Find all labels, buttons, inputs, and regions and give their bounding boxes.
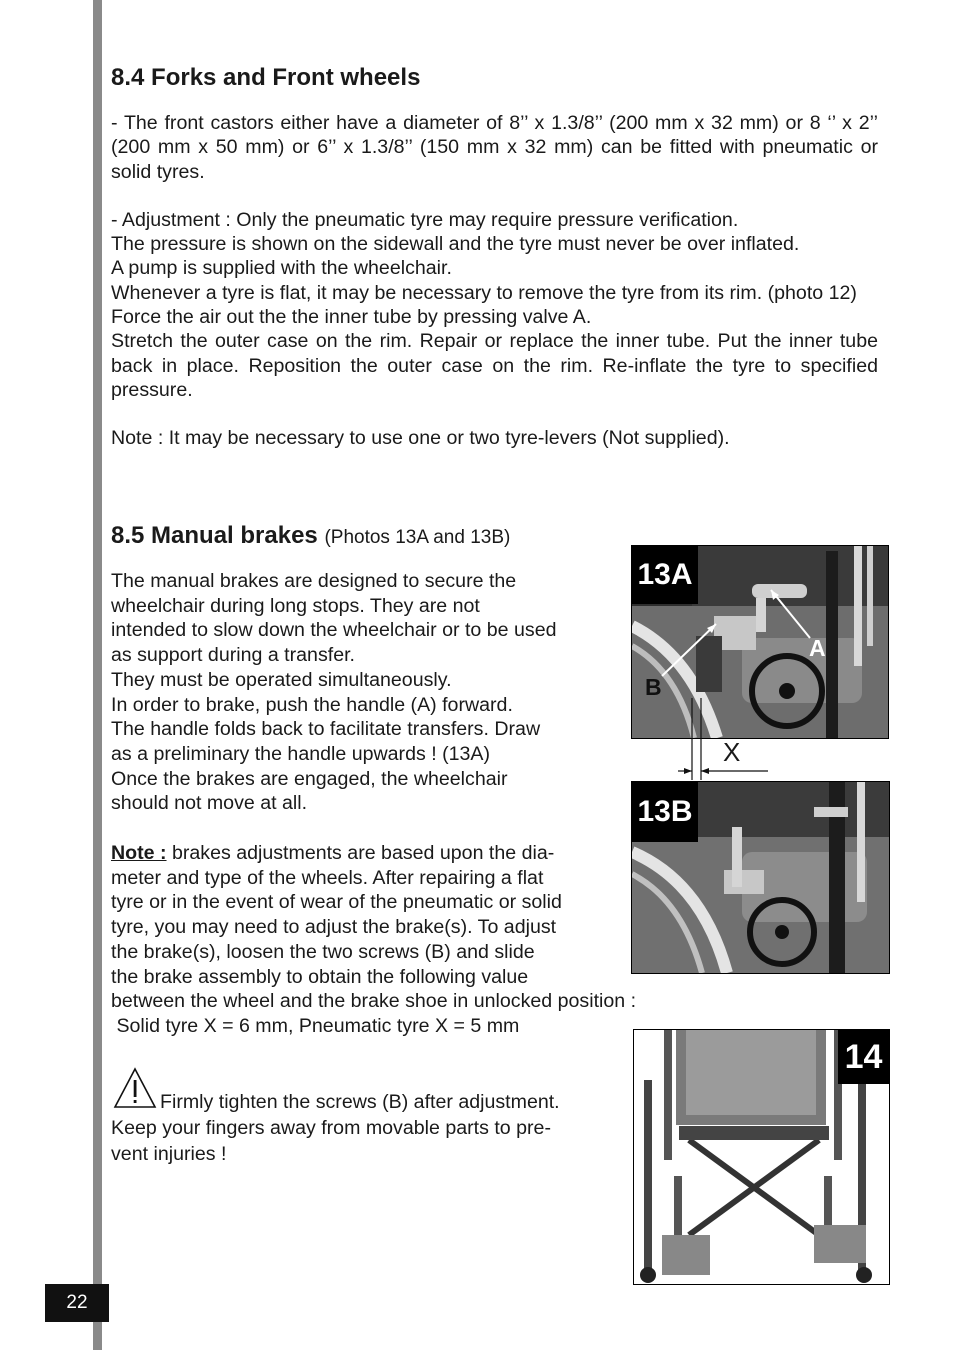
figure-label-13a: 13A: [632, 546, 698, 604]
text-line: the brake assembly to obtain the following value: [111, 965, 529, 988]
text-line: tyre, you may need to adjust the brake(s). To adjust: [111, 916, 557, 939]
text-line: meter and type of the wheels. After repairing a flat: [111, 866, 544, 889]
section-subtitle: (Photos 13A and 13B): [324, 527, 511, 548]
page-number: 22: [45, 1284, 109, 1322]
text-line: Solid tyre X = 6 mm, Pneumatic tyre X = 5 mm: [111, 1014, 520, 1037]
section-title-text: 8.5 Manual brakes: [111, 522, 318, 549]
text-line: tyre or in the event of wear of the pneumatic or solid: [111, 891, 562, 914]
text-line: between the wheel and the brake shoe in unlocked position :: [111, 990, 637, 1013]
text-line: as support during a transfer.: [111, 644, 355, 667]
warning-line-1: Firmly tighten the screws (B) after adjustment.: [160, 1091, 560, 1113]
text-line: intended to slow down the wheelchair or to be used: [111, 619, 557, 642]
text-line: as a preliminary the handle upwards ! (13A): [111, 742, 491, 765]
paragraph: Whenever a tyre is flat, it may be necessary to remove the tyre from its rim. (photo 12): [111, 281, 857, 304]
warning-line-3: vent injuries !: [111, 1143, 227, 1165]
warning-triangle-icon: [113, 1067, 157, 1109]
note-label: Note :: [111, 842, 167, 864]
section-8-5-body: [111, 569, 631, 816]
callout-a: A: [809, 635, 826, 661]
text-line: wheelchair during long stops. They are not: [111, 594, 480, 617]
text-line: The manual brakes are designed to secure the: [111, 570, 517, 592]
text-line: The handle folds back to facilitate transfers. Draw: [111, 718, 541, 741]
gap-label-x: X: [723, 737, 741, 767]
paragraph: The pressure is shown on the sidewall and the tyre must never be over inflated.: [111, 233, 800, 256]
text-line: the brake(s), loosen the two screws (B) and slide: [111, 940, 535, 963]
paragraph: - The front castors either have a diameter of 8’’ x 1.3/8’’ (200 mm x 32 mm) or 8 ‘’ x 2’’ (200 mm x 50 mm) or 6’’ x 1.3/8’’ (150 mm x 32 mm) can be fitted with pneumatic or solid tyres.: [111, 112, 878, 183]
callout-b: B: [645, 674, 662, 700]
text-line: In order to brake, push the handle (A) forward.: [111, 693, 513, 716]
warning-line-2: Keep your fingers away from movable parts to pre-: [111, 1117, 551, 1139]
note-paragraph: Note : It may be necessary to use one or two tyre-levers (Not supplied).: [111, 427, 730, 450]
paragraph: - Adjustment : Only the pneumatic tyre may require pressure verification.: [111, 208, 739, 231]
note-text: brakes adjustments are based upon the dia-: [166, 842, 555, 864]
section-title-8-4: 8.4 Forks and Front wheels: [111, 64, 421, 91]
figure-label-13b: 13B: [632, 782, 698, 842]
paragraph: A pump is supplied with the wheelchair.: [111, 257, 452, 280]
page-side-bar: [93, 0, 102, 1350]
text-line: Once the brakes are engaged, the wheelchair: [111, 767, 508, 790]
figure-label-14: 14: [838, 1030, 889, 1084]
section-8-4-body: [111, 111, 878, 451]
paragraph: Force the air out the the inner tube by pressing valve A.: [111, 306, 592, 329]
text-line: should not move at all.: [111, 792, 308, 815]
text-line: They must be operated simultaneously.: [111, 668, 452, 691]
section-title-8-5: [111, 522, 510, 552]
photo-14-wheelchair: [633, 1029, 890, 1285]
photo-13b-brake-released: [631, 781, 890, 974]
paragraph: Stretch the outer case on the rim. Repair or replace the inner tube. Put the inner tube back in place. Reposition the outer case on the rim. Re-inflate the tyre to specified pressure.: [111, 330, 878, 401]
